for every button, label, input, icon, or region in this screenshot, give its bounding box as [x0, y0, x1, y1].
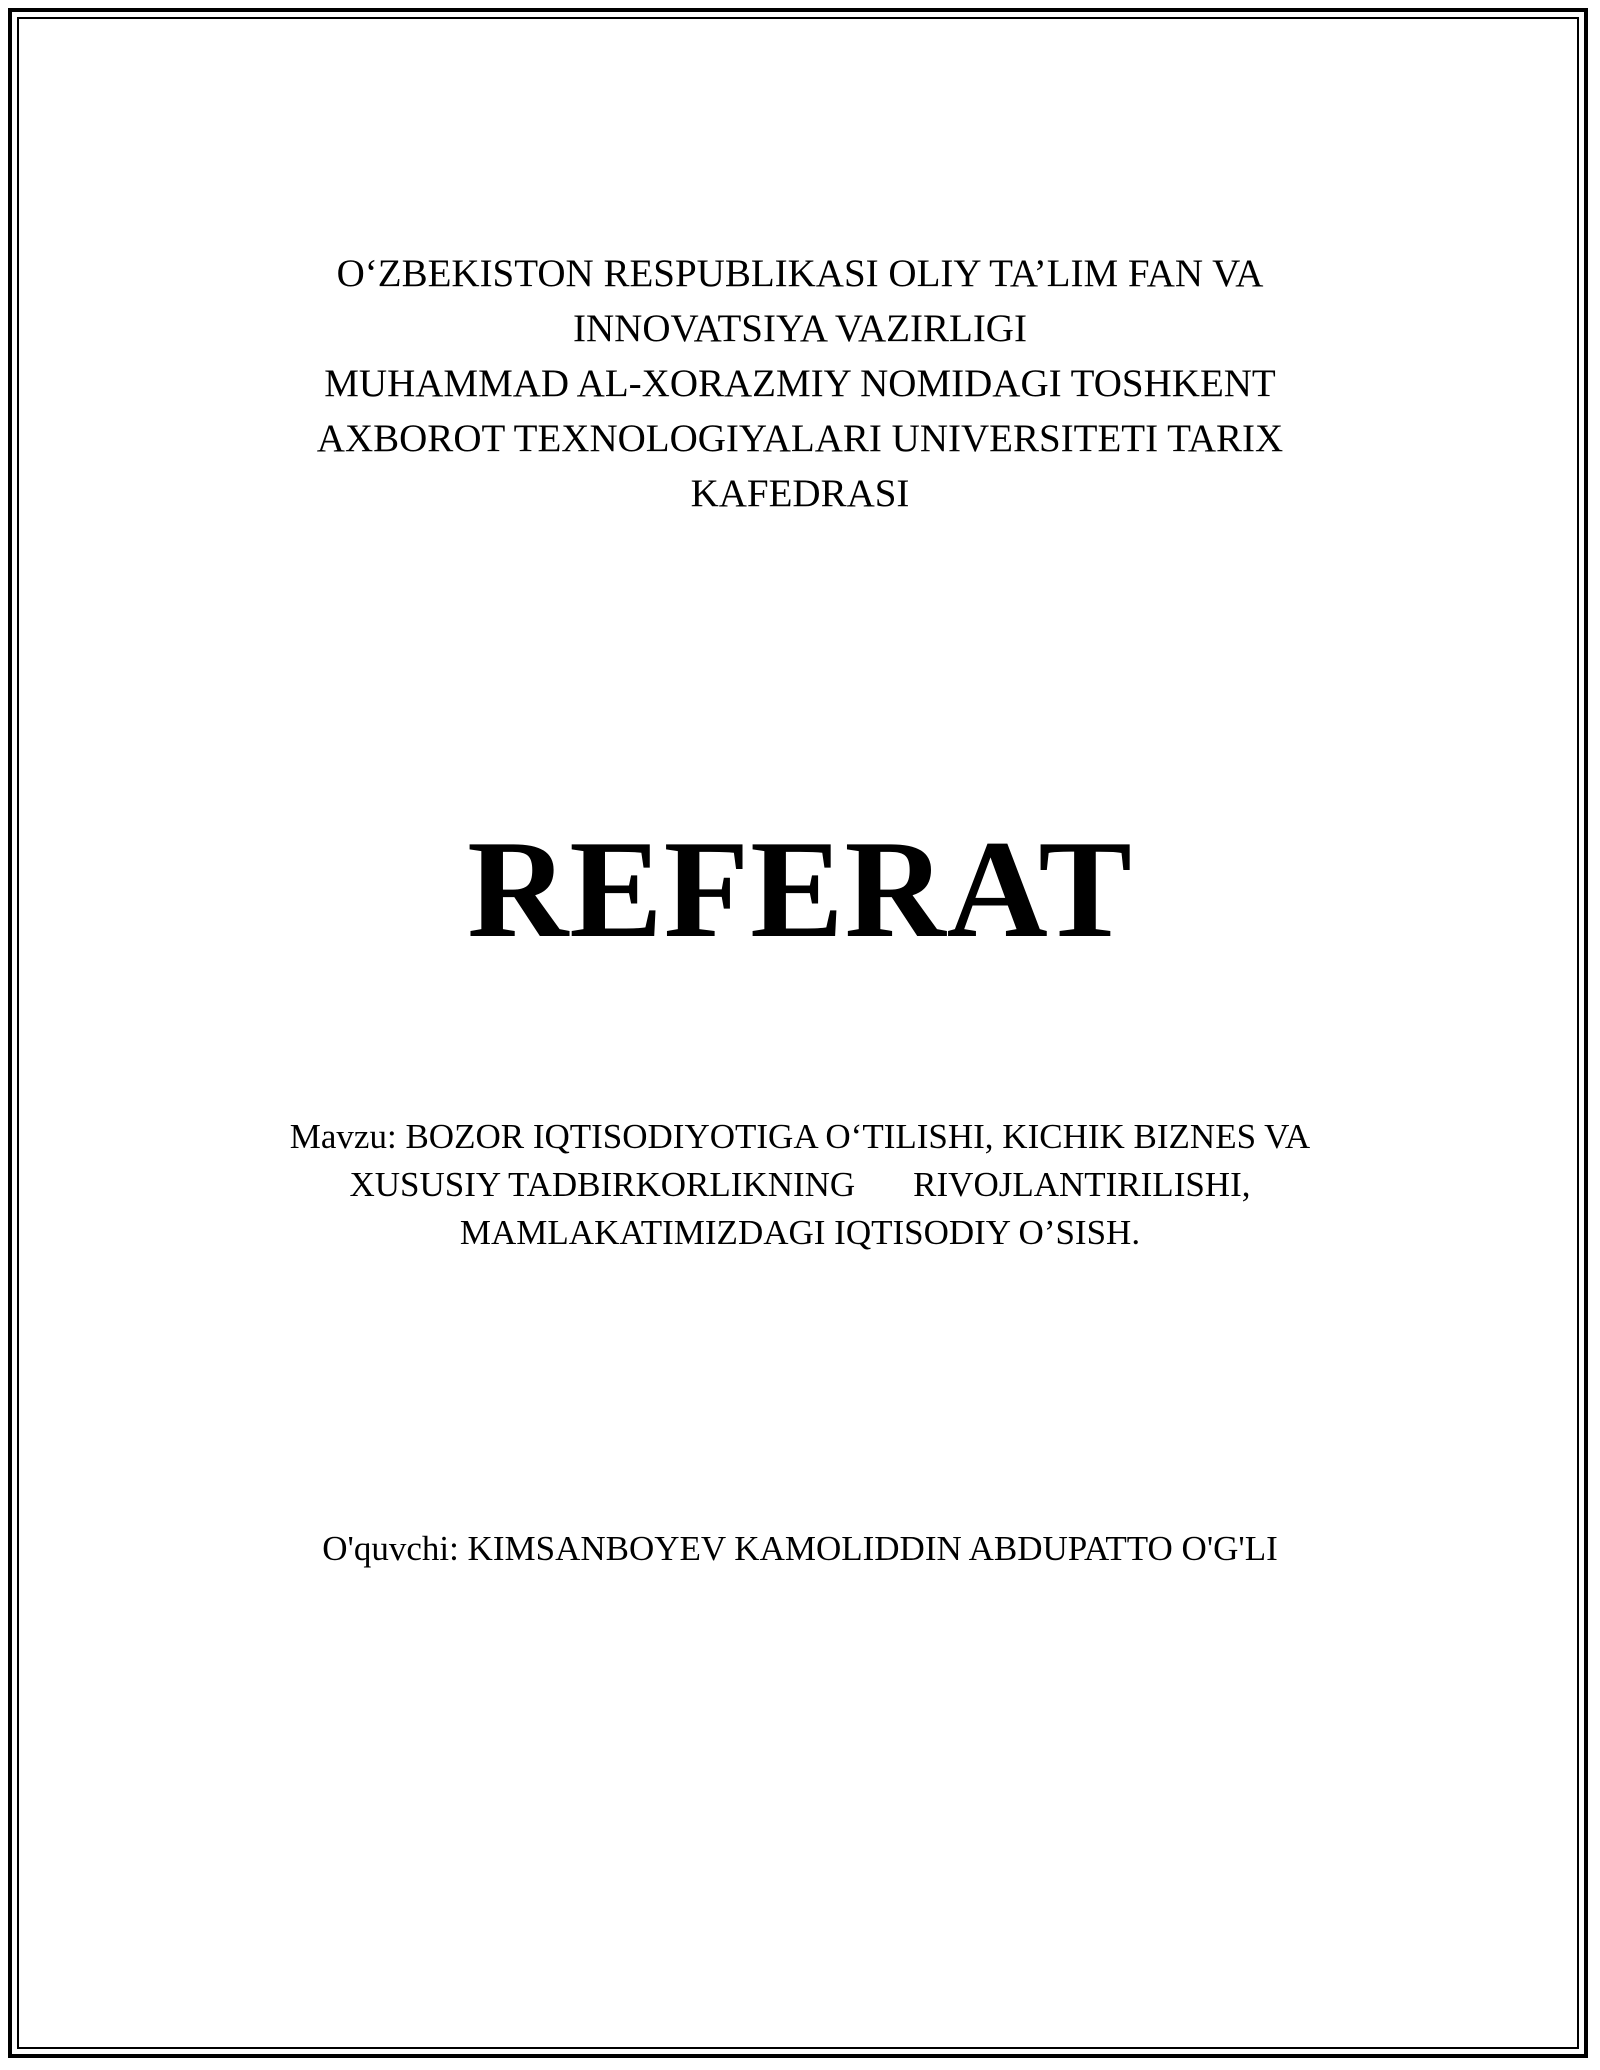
- header-line: AXBOROT TEXNOLOGIYALARI UNIVERSITETI TARIX: [316, 417, 1284, 460]
- topic-line-right: RIVOJLANTIRILISHI,: [913, 1165, 1251, 1204]
- institution-header: [0, 246, 1600, 521]
- student-name: O'quvchi: KIMSANBOYEV KAMOLIDDIN ABDUPATTO O'G'LI: [322, 1529, 1278, 1568]
- header-line: INNOVATSIYA VAZIRLIGI: [573, 307, 1027, 350]
- header-line: O‘ZBEKISTON RESPUBLIKASI OLIY TA’LIM FAN VA: [336, 252, 1264, 295]
- header-line: MUHAMMAD AL-XORAZMIY NOMIDAGI TOSHKENT: [324, 362, 1276, 405]
- topic-line: [0, 1161, 1600, 1209]
- topic-line: Mavzu: BOZOR IQTISODIYOTIGA O‘TILISHI, KICHIK BIZNES VA: [289, 1117, 1311, 1156]
- topic-block: [0, 1113, 1600, 1257]
- topic-line: MAMLAKATIMIZDAGI IQTISODIY O’SISH.: [459, 1213, 1141, 1252]
- topic-line-left: XUSUSIY TADBIRKORLIKNING: [349, 1165, 856, 1204]
- document-title: REFERAT: [467, 812, 1133, 967]
- header-line: KAFEDRASI: [690, 472, 910, 515]
